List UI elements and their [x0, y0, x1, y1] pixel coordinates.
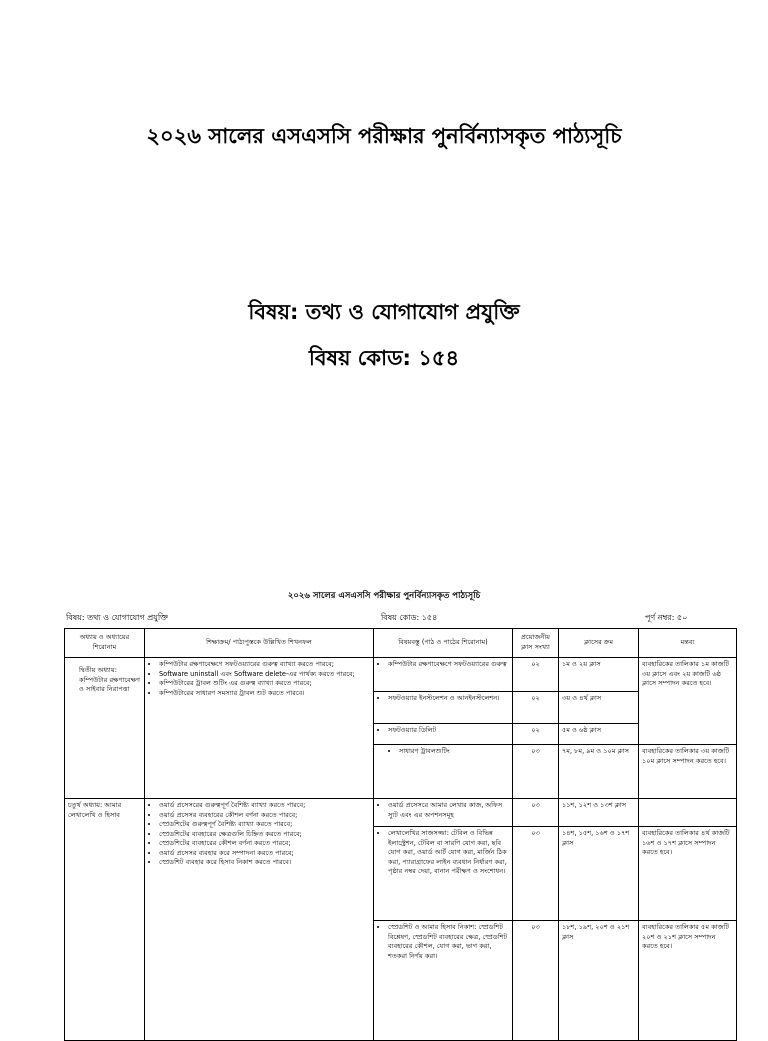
outcome-item: • স্প্রেডশিটের গুরুত্বপূর্ণ বৈশিষ্ট্য ব্যাখ্যা করতে পারবে; [159, 820, 370, 830]
content-cell [374, 827, 513, 921]
classes-cell: ০৩ [513, 799, 559, 827]
meta-subject: বিষয়: তথ্য ও যোগাযোগ প্রযুক্তি [66, 613, 168, 622]
content-cell [374, 921, 513, 1041]
header-classes: প্রয়োজনীয় ক্লাস সংখ্যা [513, 629, 559, 658]
table-row [65, 799, 737, 827]
header-order: ক্লাসের ক্রম [559, 629, 639, 658]
table-row [65, 658, 737, 692]
content-cell [374, 692, 513, 724]
classes-cell: ০৩ [513, 827, 559, 921]
subject-heading: বিষয়: তথ্য ও যোগাযোগ প্রযুক্তি [248, 300, 520, 324]
content-cell [374, 745, 513, 799]
outcome-item: • স্প্রেডশিটের ব্যবহারের ক্ষেত্রগুলি চিহ্নিত করতে পারবে; [159, 830, 370, 840]
content-item: • সফটওয়্যার ডিলিট [388, 726, 509, 736]
outcomes-cell [145, 799, 374, 1041]
order-cell: ৫ম ও ৬ষ্ঠ ক্লাস [559, 724, 639, 745]
content-item: • কম্পিউটার রক্ষণাবেক্ষণে সফটওয়্যারের গুরুত্ব [388, 660, 509, 670]
chapter-title: দ্বিতীয় অধ্যায়: কম্পিউটার রক্ষণাবেক্ষণ ও সাইবার নিরাপত্তা [65, 658, 145, 799]
header-chapter: অধ্যায় ও অধ্যায়ের শিরোনাম [65, 629, 145, 658]
outcome-item: • ওয়ার্ড প্রসেসর ব্যবহার করে সম্পাদনা করতে পারবে; [159, 849, 370, 859]
outcomes-cell [145, 658, 374, 799]
classes-cell: ০২ [513, 692, 559, 724]
content-cell [374, 724, 513, 745]
chapter-title: চতুর্থ অধ্যায়: আমার লেখালেখি ও হিসাব [65, 799, 145, 1041]
order-cell: ১ম ও ২য় ক্লাস [559, 658, 639, 692]
outcome-item: • স্প্রেডশিট ব্যবহার করে হিসাব নিকাশ করতে পারবে। [159, 858, 370, 868]
order-cell: ৩য় ও ৪র্থ ক্লাস [559, 692, 639, 724]
order-cell: ১১শ, ১২শ ও ১৩শ ক্লাস [559, 799, 639, 827]
content-item: • সাধারণ ট্রাবলশুটিং [399, 747, 509, 757]
remarks-cell: ব্যবহারিকের তালিকার ১ম কাজটি ৩য় ক্লাসে এবং ২য় কাজটি ৬ষ্ঠ ক্লাসে সম্পাদন করতে হবে। [639, 658, 737, 745]
subject-code-heading: বিষয় কোড: ১৫৪ [308, 346, 460, 370]
outcome-item: • কম্পিউটারের সাধারণ সমস্যার ট্রাবল শুট করতে পারবে। [159, 689, 370, 699]
table-title: ২০২৬ সালের এসএসসি পরীক্ষার পুনর্বিন্যাসকৃত পাঠ্যসূচি [287, 591, 481, 601]
classes-cell: ০২ [513, 724, 559, 745]
content-item: • সফটওয়্যার ইনস্টলেশন ও আনইনস্টলেশন। [388, 694, 509, 704]
content-item: • স্প্রেডশিট ও আমার হিসাব নিকাশ: স্প্রেডশিট বিশ্লেষণ, স্প্রেডশিট ব্যবহারের ক্ষেত্র, স্প্রেডশিট ব্যবহারের কৌশল, যোগ করা, ভাগ করা, শতকরা নির্ণয় করা। [388, 923, 509, 961]
main-title: ২০২৬ সালের এসএসসি পরীক্ষার পুনর্বিন্যাসকৃত পাঠ্যসূচি [146, 124, 622, 148]
order-cell: ৭ম, ৮ম, ৯ম ও ১০ম ক্লাস [559, 745, 639, 799]
order-cell: ১৪শ, ১৫শ, ১৬শ ও ১৭শ ক্লাস [559, 827, 639, 921]
meta-full-marks: পূর্ণ নম্বর: ৫০ [645, 613, 688, 622]
outcome-item: • স্প্রেডশিটের ব্যবহারের কৌশল বর্ণনা করতে পারবে; [159, 839, 370, 849]
outcome-item: • ওয়ার্ড প্রসেসর ব্যবহারের কৌশল বর্ণনা করতে পারবে; [159, 811, 370, 821]
header-content: বিষয়বস্তু (পাঠ ও পাঠের শিরোনাম) [374, 629, 513, 658]
meta-subject-code: বিষয় কোড: ১৫৪ [381, 613, 438, 622]
classes-cell: ০২ [513, 658, 559, 692]
remarks-cell [639, 799, 737, 827]
syllabus-table [64, 628, 737, 1041]
order-cell: ১৮শ, ১৯শ, ২০শ ও ২১শ ক্লাস [559, 921, 639, 1041]
remarks-cell: ব্যবহারিকের তালিকার ৫ম কাজটি ২০শ ও ২১শ ক্লাসে সম্পাদন করতে হবে। [639, 921, 737, 1041]
classes-cell: ০৩ [513, 745, 559, 799]
outcome-item: • কম্পিউটারের ট্রাবল শুটিং এর গুরুত্ব ব্যাখ্যা করতে পারবে; [159, 679, 370, 689]
header-outcomes: শিক্ষাক্রম/ পাঠ্যপুস্তকে উল্লিখিত শিখনফল [145, 629, 374, 658]
outcome-item: • ওয়ার্ড প্রসেসরের গুরুত্বপূর্ণ বৈশিষ্ট্য ব্যাখ্যা করতে পারবে; [159, 801, 370, 811]
content-item: • ওয়ার্ড প্রসেসরে আমার লেখার কাজ, অফিস স্যুট এবং এর অপশনসমূহ [388, 801, 509, 820]
content-cell [374, 658, 513, 692]
remarks-cell: ব্যবহারিকের তালিকার ৩য় কাজটি ১০ম ক্লাসে সম্পাদন করতে হবে। [639, 745, 737, 799]
classes-cell: ০৩ [513, 921, 559, 1041]
content-cell [374, 799, 513, 827]
remarks-cell: ব্যবহারিকের তালিকার ৪র্থ কাজটি ১৬শ ও ১৭শ ক্লাসে সম্পাদন করতে হবে। [639, 827, 737, 921]
outcome-item: • Software uninstall এবং Software delete-এর পার্থক্য করতে পারবে; [159, 670, 370, 680]
table-header-row [65, 629, 737, 658]
header-remarks: মন্তব্য [639, 629, 737, 658]
outcome-item: • কম্পিউটার রক্ষণাবেক্ষণে সফটওয়্যারের গুরুত্ব ব্যাখ্যা করতে পারবে; [159, 660, 370, 670]
content-item: • লেখালেখির সাজসজ্জা: টেবিল ও বিভিন্ন ইলাস্ট্রেশন, টেবিল বা সারণি যোগ করা, ছবি যোগ করা, ওয়ার্ড আর্ট যোগ করা, মার্জিন ঠিক করা, প্যারাগ্রাফের লাইন ব্যবধান নির্ধারণ করা, পৃষ্ঠার নম্বর দেয়া, বানান পরীক্ষণ ও সংশোধন। [388, 829, 509, 877]
